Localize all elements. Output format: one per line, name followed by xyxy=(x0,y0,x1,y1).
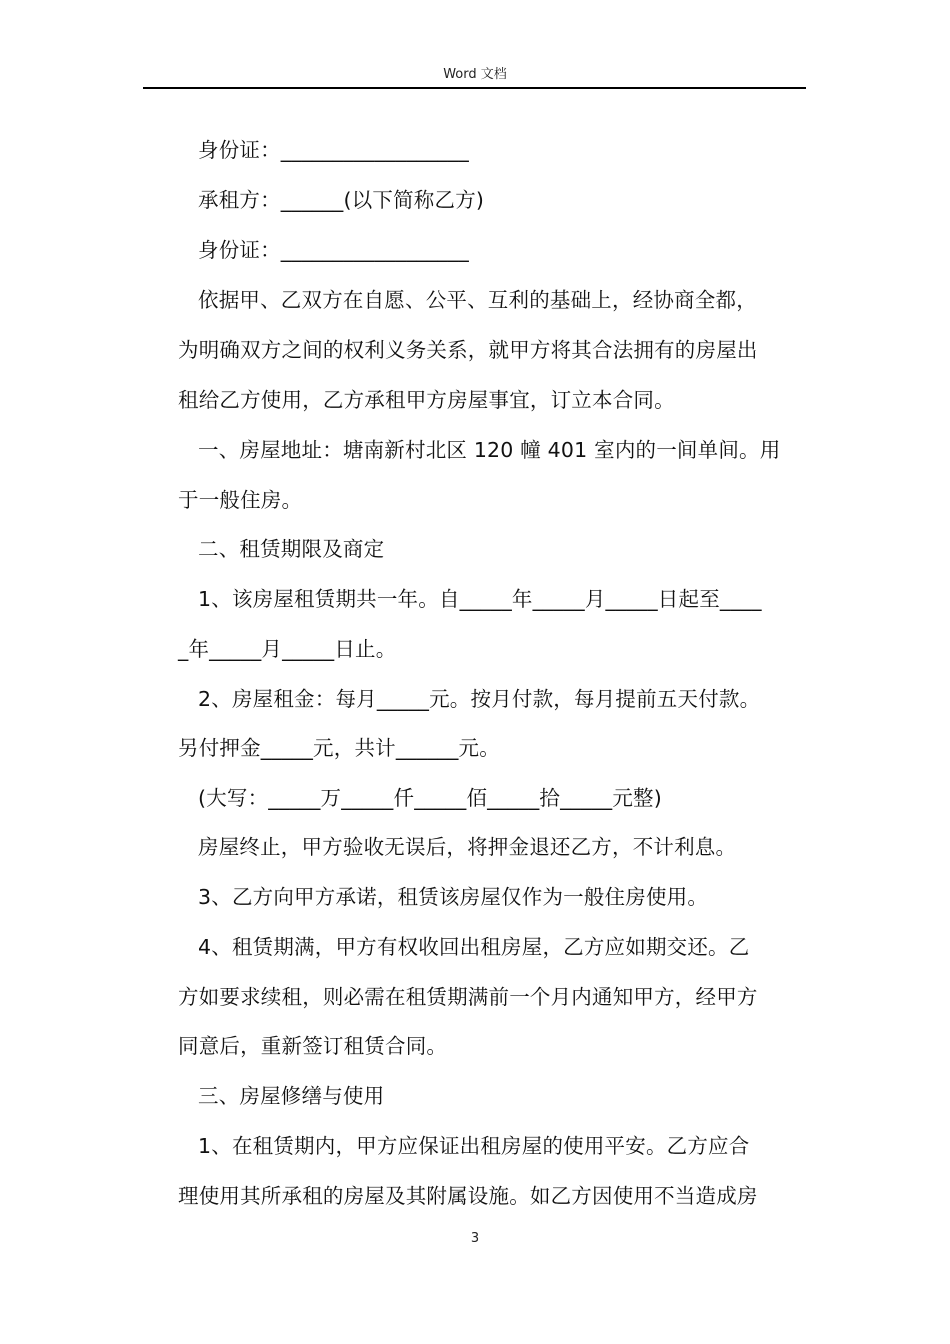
text-line: (大写：_____万_____仟_____佰_____拾_____元整) xyxy=(198,786,662,810)
text-line: 身份证：__________________ xyxy=(198,238,469,262)
text-line: 二、租赁期限及商定 xyxy=(198,537,385,561)
text-line: 承租方：______(以下简称乙方) xyxy=(198,188,485,212)
text-line: _年_____月_____日止。 xyxy=(178,637,397,661)
text-line: 房屋终止，甲方验收无误后，将押金退还乙方，不计利息。 xyxy=(198,835,737,859)
text-line: 同意后，重新签订租赁合同。 xyxy=(178,1034,448,1058)
header-label: Word 文档 xyxy=(443,67,507,82)
page-number: 3 xyxy=(470,1231,480,1246)
text-line: 身份证：__________________ xyxy=(198,138,469,162)
text-line: 方如要求续租，则必需在租赁期满前一个月内通知甲方，经甲方 xyxy=(178,985,758,1009)
text-line: 于一般住房。 xyxy=(178,488,303,512)
text-line: 1、在租赁期内，甲方应保证出租房屋的使用平安。乙方应合 xyxy=(198,1134,750,1158)
text-line: 另付押金_____元，共计______元。 xyxy=(178,736,500,760)
text-line: 一、房屋地址：塘南新村北区 120 幢 401 室内的一间单间。用 xyxy=(198,438,781,462)
text-line: 依据甲、乙双方在自愿、公平、互利的基础上，经协商全都， xyxy=(198,288,757,312)
text-line: 1、该房屋租赁期共一年。自_____年_____月_____日起至____ xyxy=(198,587,762,611)
text-line: 为明确双方之间的权利义务关系，就甲方将其合法拥有的房屋出 xyxy=(178,338,758,362)
text-line: 租给乙方使用，乙方承租甲方房屋事宜，订立本合同。 xyxy=(178,388,675,412)
text-line: 三、房屋修缮与使用 xyxy=(198,1084,385,1108)
text-line: 3、乙方向甲方承诺，租赁该房屋仅作为一般住房使用。 xyxy=(198,885,709,909)
text-line: 2、房屋租金：每月_____元。按月付款，每月提前五天付款。 xyxy=(198,687,761,711)
text-line: 理使用其所承租的房屋及其附属设施。如乙方因使用不当造成房 xyxy=(178,1184,758,1208)
text-line: 4、租赁期满，甲方有权收回出租房屋，乙方应如期交还。乙 xyxy=(198,935,750,959)
